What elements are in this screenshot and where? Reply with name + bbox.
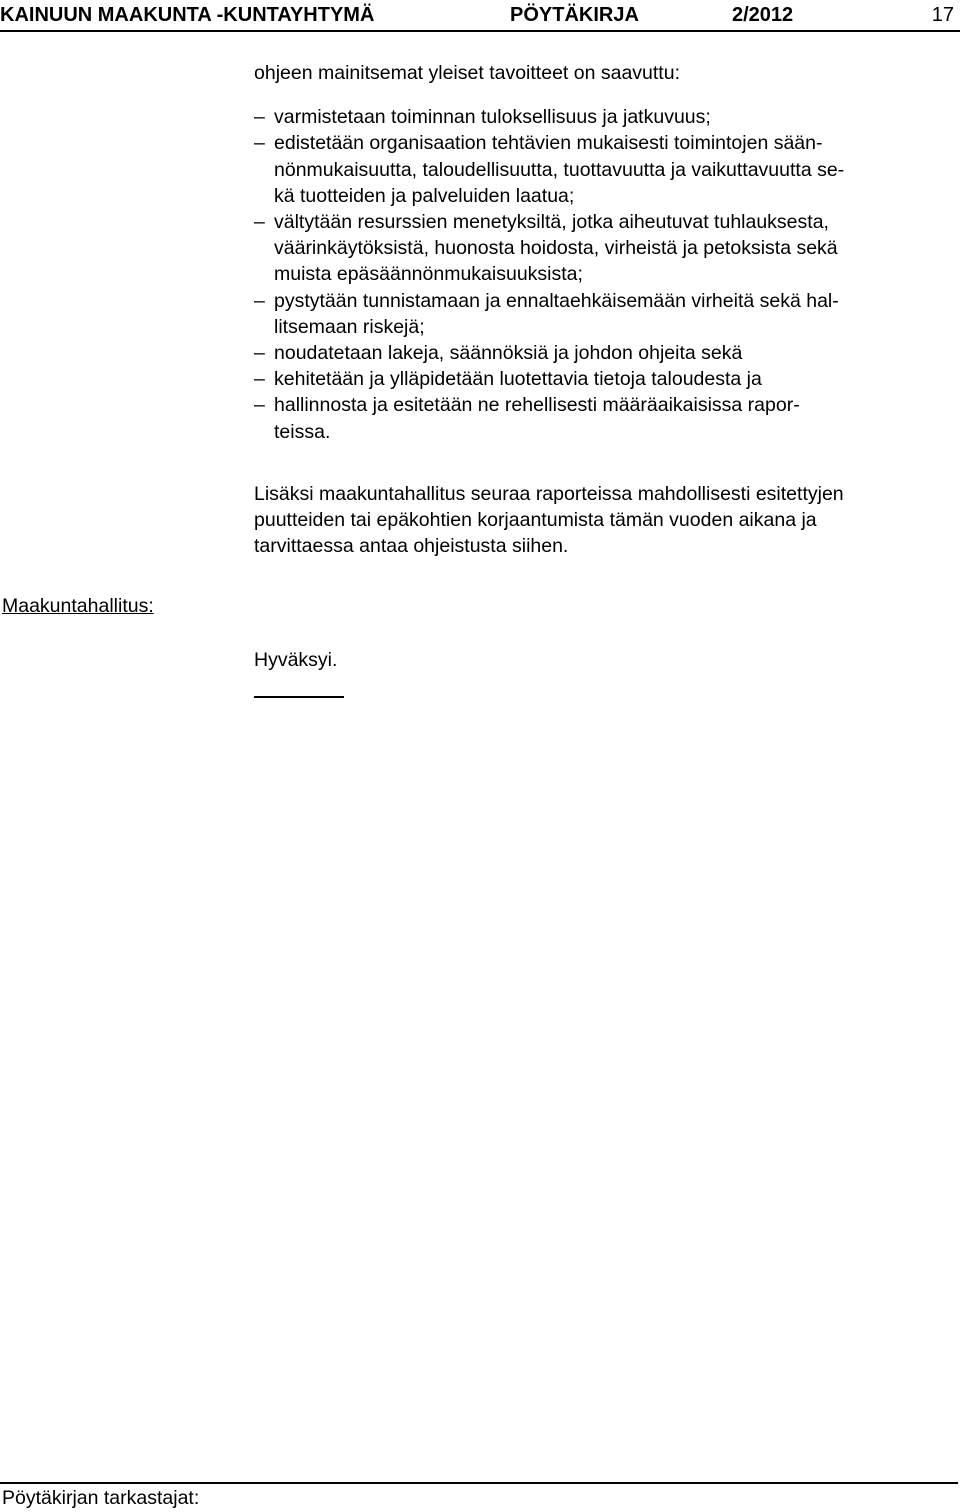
followup-line: Lisäksi maakuntahallitus seuraa raporteissa mahdollisesti esitettyjen: [254, 482, 844, 505]
decision-text: Hyväksyi.: [254, 649, 338, 671]
list-item-line: pystytään tunnistamaan ja ennaltaehkäisemään virheitä sekä hal-: [274, 289, 839, 312]
list-item-line: teissa.: [274, 420, 331, 443]
decision-underline: [254, 696, 344, 698]
list-item-line: muista epäsäännönmukaisuuksista;: [274, 263, 583, 286]
header-page-number: 17: [931, 4, 954, 26]
list-item-line: edistetään organisaation tehtävien mukaisesti toimintojen sään-: [274, 132, 823, 155]
list-item-line: kä tuotteiden ja palveluiden laatua;: [274, 184, 575, 207]
list-item-line: vältytään resurssien menetyksiltä, jotka aiheutuvat tuhlauksesta,: [274, 211, 829, 234]
list-item: [254, 104, 924, 130]
dash-bullet-icon: –: [254, 211, 265, 234]
footer-inspectors-label: Pöytäkirjan tarkastajat:: [2, 1487, 200, 1509]
followup-paragraph: [254, 481, 954, 560]
objectives-list: [254, 104, 954, 445]
list-item-line: väärinkäytöksistä, huonosta hoidosta, virheistä ja petoksista sekä: [274, 237, 838, 260]
dash-bullet-icon: –: [254, 132, 265, 155]
intro-paragraph: ohjeen mainitsemat yleiset tavoitteet on saavuttu:: [254, 62, 680, 84]
list-item-line: kehitetään ja ylläpidetään luotettavia tietoja taloudesta ja: [274, 368, 762, 391]
page-header: [0, 0, 960, 32]
header-document-number: 2/2012: [732, 4, 794, 26]
list-item: [254, 392, 924, 444]
list-item-line: noudatetaan lakeja, säännöksiä ja johdon ohjeita sekä: [274, 342, 743, 365]
list-item-line: varmistetaan toiminnan tuloksellisuus ja jatkuvuus;: [274, 106, 711, 129]
document-body: [254, 60, 954, 559]
dash-bullet-icon: –: [254, 394, 265, 417]
list-item: [254, 288, 924, 340]
list-item-line: nönmukaisuutta, taloudellisuutta, tuottavuutta ja vaikuttavuutta se-: [274, 158, 845, 181]
list-item: [254, 366, 924, 392]
dash-bullet-icon: –: [254, 368, 265, 391]
list-item-line: litsemaan riskejä;: [274, 315, 425, 338]
followup-line: puutteiden tai epäkohtien korjaantumista tämän vuoden aikana ja: [254, 509, 817, 532]
list-item: [254, 340, 924, 366]
list-item-line: hallinnosta ja esitetään ne rehellisesti määräaikaisissa rapor-: [274, 394, 800, 417]
list-item: [254, 209, 924, 288]
dash-bullet-icon: –: [254, 289, 265, 312]
dash-bullet-icon: –: [254, 106, 265, 129]
footer-divider: [0, 1482, 958, 1484]
header-organization: KAINUUN MAAKUNTA -KUNTAYHTYMÄ: [0, 4, 375, 26]
followup-line: tarvittaessa antaa ohjeistusta siihen.: [254, 535, 569, 558]
list-item: [254, 130, 924, 209]
body-label-maakuntahallitus: Maakuntahallitus:: [2, 595, 154, 617]
header-document-type: PÖYTÄKIRJA: [510, 4, 639, 26]
dash-bullet-icon: –: [254, 342, 265, 365]
